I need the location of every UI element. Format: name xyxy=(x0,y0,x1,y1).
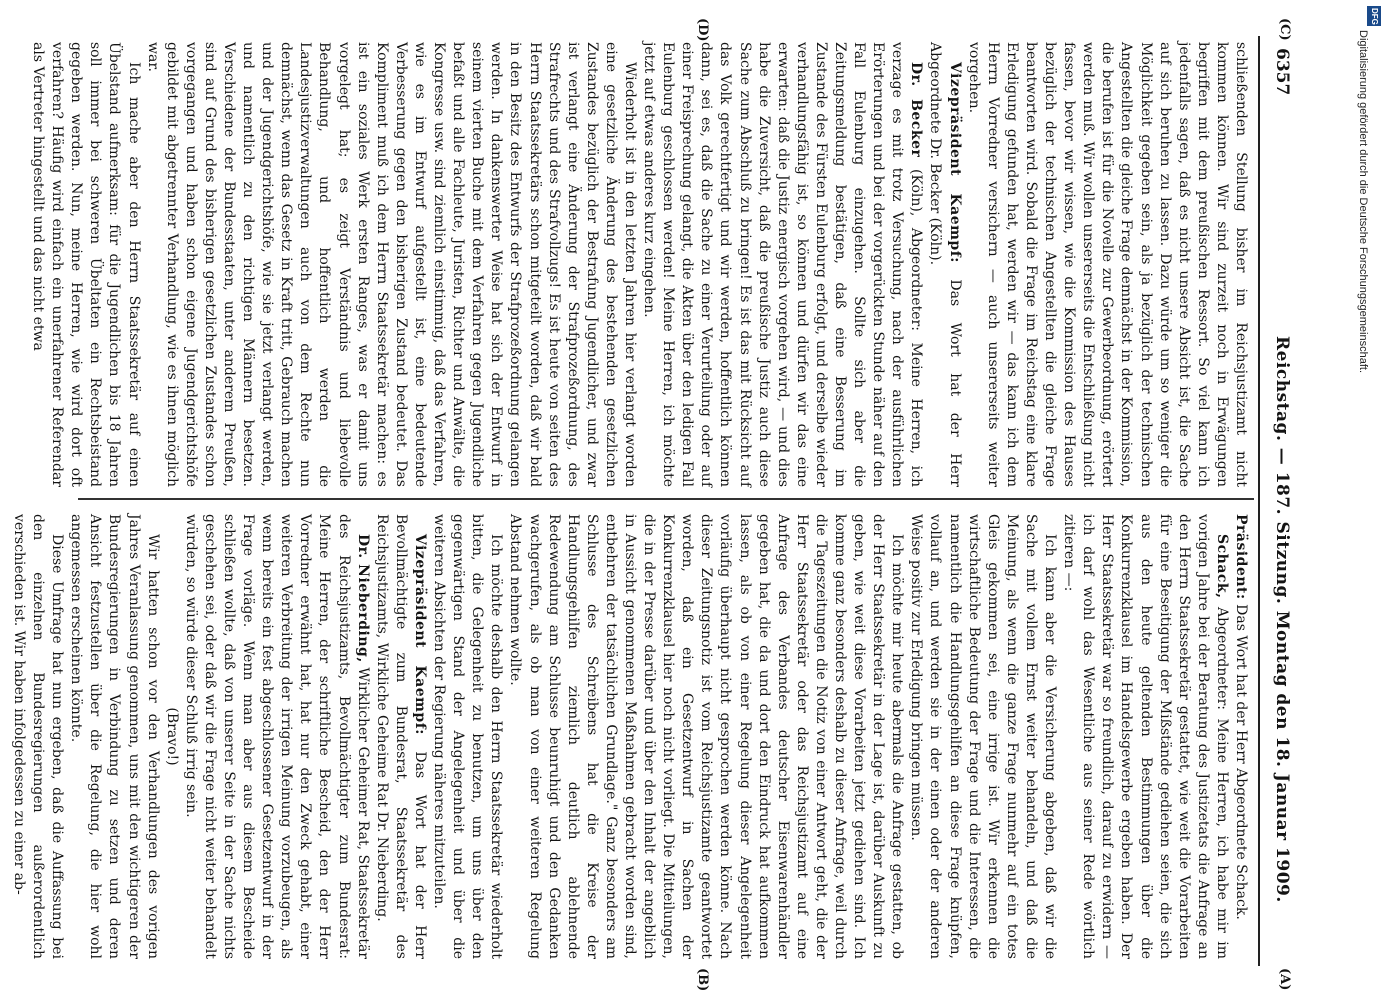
header-rule xyxy=(1258,36,1260,966)
column-divider xyxy=(78,498,1254,500)
speaker-name: Schack, xyxy=(1213,534,1230,599)
speaker-name: Vizepräsident Kaempf: xyxy=(411,534,428,735)
page-number: 6357 xyxy=(1272,48,1292,96)
header-title: Reichstag. — 187. Sitzung. Montag den 18. Januar 1909. xyxy=(1272,336,1292,903)
paragraph-text: Abgeordneter: Meine Herren, ich habe mir im vorigen Jahre bei der Beratung des Justizetats die Anfrage an den Herrn Staatssekretär gestattet, wie weit die Vorarbeiten für eine Beseitigung der Mißstände gediehen seien, die sich aus den heute geltenden Bestimmungen über die Konkurrenzklausel im Handelsgewerbe ergeben haben. Der Herr Staatssekretär war so freundlich, darauf zu erwidern — ich darf wohl das Wesentliche aus seiner Rede wörtlich zitieren —: xyxy=(1061,514,1230,960)
paragraph-text: Ich möchte mir heute abermals die Anfrage gestatten, ob der Herr Staatssekretär in der Lage ist, darüber Auskunft zu geben, wie weit diese Vorarbeiten jetzt gediehen sind. Ich komme ganz besonders deshalb zu dieser Anfrage, weil durch die Tageszeitungen die Notiz von einer Antwort geht, die der Herr Staatssekretär oder das Reichsjustizamt auf eine Anfrage des Verbandes deutscher Eisenwarenhändler gegeben hat, die da und dort den Eindruck hat aufkommen lassen, als ob von einer Regelung dieser Angelegenheit vorläufig überhaupt nicht gesprochen werden könne. Nach dieser Zeitungsnotiz ist vom Reichsjustizamte geantwortet worden, daß ein Gesetzentwurf in Sachen der Konkurrenzklausel hier noch nicht vorliegt. Die Mitteilungen, die in der Presse darüber und über den Inhalt der angeblich in Aussicht genommenen Maßnahmen gebracht worden sind, entbehren der tatsächlichen Grundlage." Ganz besonders am Schlusse des Schreibens hat die Kreise der Handlungsgehilfen ziemlich deutlich ablehnende Redewendung am Schlusse beunruhigt und den Gedanken wachgerufen, als ob man von einer weiteren Regelung Abstand nehmen wollte. xyxy=(507,514,906,959)
dfg-logo: DFG xyxy=(1367,6,1381,26)
speaker-name: Vizepräsident Kaempf: xyxy=(946,62,963,263)
paragraph-text: (Bravo!) xyxy=(163,707,180,766)
paragraph xyxy=(66,514,161,959)
margin-mark-b: (B) xyxy=(695,968,710,992)
paragraph xyxy=(505,514,906,959)
paragraph xyxy=(28,42,143,487)
paragraph xyxy=(964,42,1250,487)
paragraph-text: Diese Umfrage hat nun ergeben, daß die Auffassung bei den einzelnen Bundesregierungen außerordentlich verschieden ist. Wir haben infolgedessen zu einer ab- xyxy=(11,514,66,959)
paragraph-text: schließenden Stellung bisher im Reichsjustizamt nicht kommen können. Wir sind zurzeit noch in Erwägungen begriffen mit dem preußischen Ressort. So viel kann ich jedenfalls sagen, daß es nicht unsere Absicht ist, die Sache auf sich beruhen zu lassen. Dazu würde um so weniger die Möglichkeit gegeben sein, als ja bezüglich der technischen Angestellten die gleiche Frage demnächst in der Kommission, die berufen ist für die Novelle zur Gewerbeordnung, erörtert werden muß. Wir wollen unsererseits die Entschließung nicht fassen, bevor wir wissen, wie die Kommission des Hauses bezüglich der technischen Angestellten die gleiche Frage beantworten wird. Sobald die Frage im Reichstag eine klare Erledigung gefunden hat, werden wir — das kann ich dem Herrn Vorredner versichern — auch unsererseits weiter vorgehen. xyxy=(965,42,1249,487)
margin-mark-d: (D) xyxy=(695,18,710,42)
paragraph-text: Das Wort hat der Herr Abgeordnete Dr. Becker (Köln). xyxy=(927,42,963,487)
paragraph-text: Wiederholt ist in den letzten Jahren hier verlangt worden eine gesetzliche Änderung des bestehenden gesetzlichen Zustandes bezüglich der Bestrafung Jugendlicher, und zwar ist verlangt eine Änderung der Strafprozeßordnung, des Strafrechts und des Strafvollzugs! Es ist heute von seiten des Herrn Staatssekretärs schon mitgeteilt worden, daß wir bald in den Besitz des Entwurfs der Strafprozeßordnung gelangen werden. In dankenswerter Weise hat sich der Entwurf in seinem vierten Buche mit dem Verfahren gegen Jugendliche befaßt und alle Fachleute, Juristen, Richter und Anwälte, die Kongresse usw. sind ziemlich einstimmig, daß das Verfahren, wie es im Entwurf aufgestellt ist, eine bedeutende Verbesserung gegen den bisherigen Zustand bedeutet. Das Kompliment muß ich dem Herrn Staatssekretär machen: es ist ein soziales Werk ersten Ranges, was er damit uns vorgelegt hat; es zeigt Verständnis und liebevolle Behandlung, und hoffentlich werden die Landesjustizverwaltungen auch von dem Rechte nun demnächst, wenn das Gesetz in Kraft tritt, Gebrauch machen und der Jugendgerichtshöfe, wie sie jetzt verlangt werden, und namentlich zu den richtigen Männern besetzen. Verschiedene der Bundesstaaten, unter anderem Preußen, sind auf Grund des bisherigen gesetzlichen Zustandes schon vorgegangen und haben schon eigene Jugendgerichtshöfe gebildet mit abgetrennter Verhandlung, wie es ihnen möglich war. xyxy=(144,42,638,487)
paragraph-text: Wir hatten schon vor den Verhandlungen des vorigen Jahres Veranlassung genommen, uns mit den wichtigeren der Bundesregierungen in Verbindung zu setzen und deren Ansicht festzustellen über die Regelung, die hier wohl angemessen erscheinen könnte. xyxy=(68,514,161,959)
paragraph xyxy=(9,514,66,959)
rotated-page xyxy=(11,18,1300,992)
digitization-credit: Digitalisierung gefördert durch die Deutsche Forschungsgemeinschaft. xyxy=(1357,30,1369,374)
left-column xyxy=(30,42,1250,487)
page-header xyxy=(1260,36,1300,966)
speaker-name: Dr. Nieberding, xyxy=(354,534,371,663)
speaker-name: Dr. Becker xyxy=(908,62,925,158)
paragraph xyxy=(906,514,1059,959)
paragraph xyxy=(181,514,372,959)
paragraph xyxy=(639,42,925,487)
paragraph-text: Ich kann aber die Versicherung abgeben, daß wir die Sache mit vollem Ernst weiter behandeln, und daß die Meinung, als wenn die ganze Frage nunmehr auf ein totes Gleis gekommen sei, eine irrige ist. Wir erkennen die wirtschaftliche Bedeutung der Frage und die Interessen, die namentlich die Handlungsgehilfen an diese Frage knüpfen, vollauf an, und werden sie in der einen oder der anderen Weise positiv zur Erledigung bringen müssen. xyxy=(908,514,1059,959)
paragraph-text: Das Wort hat der Herr Abgeordnete Schack. xyxy=(1233,604,1249,920)
paragraph xyxy=(925,42,963,487)
paragraph-text: Das Wort hat der Herr Bevollmächtigte zum Bundesrat, Staatssekretär des Reichsjustizamts, Wirkliche Geheime Rat Dr. Nieberding. xyxy=(373,514,428,959)
paragraph xyxy=(1059,514,1231,959)
paragraph xyxy=(1231,514,1250,959)
speaker-name: Präsident: xyxy=(1233,514,1249,600)
margin-mark-a: (A) xyxy=(1277,968,1292,991)
paragraph-text: Wirklicher Geheimer Rat, Staatssekretär des Reichsjustizamts, Bevollmächtigter zum Bundesrat: Meine Herren, der schriftliche Bescheid, den der Herr Vorredner erwähnt hat, hat nur den Zweck gehabt, einer weiteren Verbreitung der irrigen Meinung vorzubeugen, als wenn bereits ein fest abgeschlossener Gesetzentwurf in der Frage vorläge. Wenn man aber aus diesem Bescheide schließen wollte, daß von unserer Seite in der Sache nichts geschehen sei, oder daß wir die Frage nicht weiter behandelt würden, so würde dieser Schluß irrig sein. xyxy=(182,514,371,959)
paragraph xyxy=(143,42,639,487)
paragraph xyxy=(372,514,429,959)
margin-mark-c: (C) xyxy=(1277,18,1292,41)
paragraph xyxy=(162,514,181,959)
right-column xyxy=(11,514,1250,960)
paragraph-text: Ich mache aber den Herrn Staatssekretär auf einen Übelstand aufmerksam: für die Jugendlichen bis 18 Jahren soll immer bei schweren Übeltaten ein Rechtsbeistand gegeben werden. Nun, meine Herren, wie wird dort oft verfahren? Häufig wird einfach ein unerfahrener Referendar als Vertreter hingestellt und das nicht etwa xyxy=(30,42,142,487)
paragraph-text: (Köln), Abgeordneter: Meine Herren, ich verzage es mit trotz Versuchung, nach der ausführlichen Erörterungen und bei der vorgerückten Stunde näher auf den Fall Eulenburg einzugehen. Sollte sich aber die Zeitungsmeldung bestätigen, daß eine Besserung im Zustande des Fürsten Eulenburg erfolgt, und derselbe wieder verhandlungsfähig ist, so können und dürfen wir das eine erwarten: daß die Justiz energisch vorgehen wird, — und dies habe die Zuversicht, daß die preußische Justiz auch diese Sache zum Abschluß zu bringen! Es ist das mit Rücksicht auf das Volk gerechtfertigt und wir werden, hoffentlich können dann, sei es, daß die Sache zu einer Verurteilung oder auf einer Freisprechung gelangt, die Akten über den ledigen Fall Eulenburg geschlossen werden! Meine Herren, ich möchte jetzt auf etwas anderes kurz eingehen. xyxy=(641,42,925,487)
paragraph-text: Ich möchte deshalb den Herrn Staatssekretär wiederholt bitten, die Gelegenheit zu benutzen, um uns über den gegenwärtigen Stand der Angelegenheit und über die weiteren Absichten der Regierung näheres mitzuteilen. xyxy=(431,514,505,959)
paragraph xyxy=(429,514,505,959)
